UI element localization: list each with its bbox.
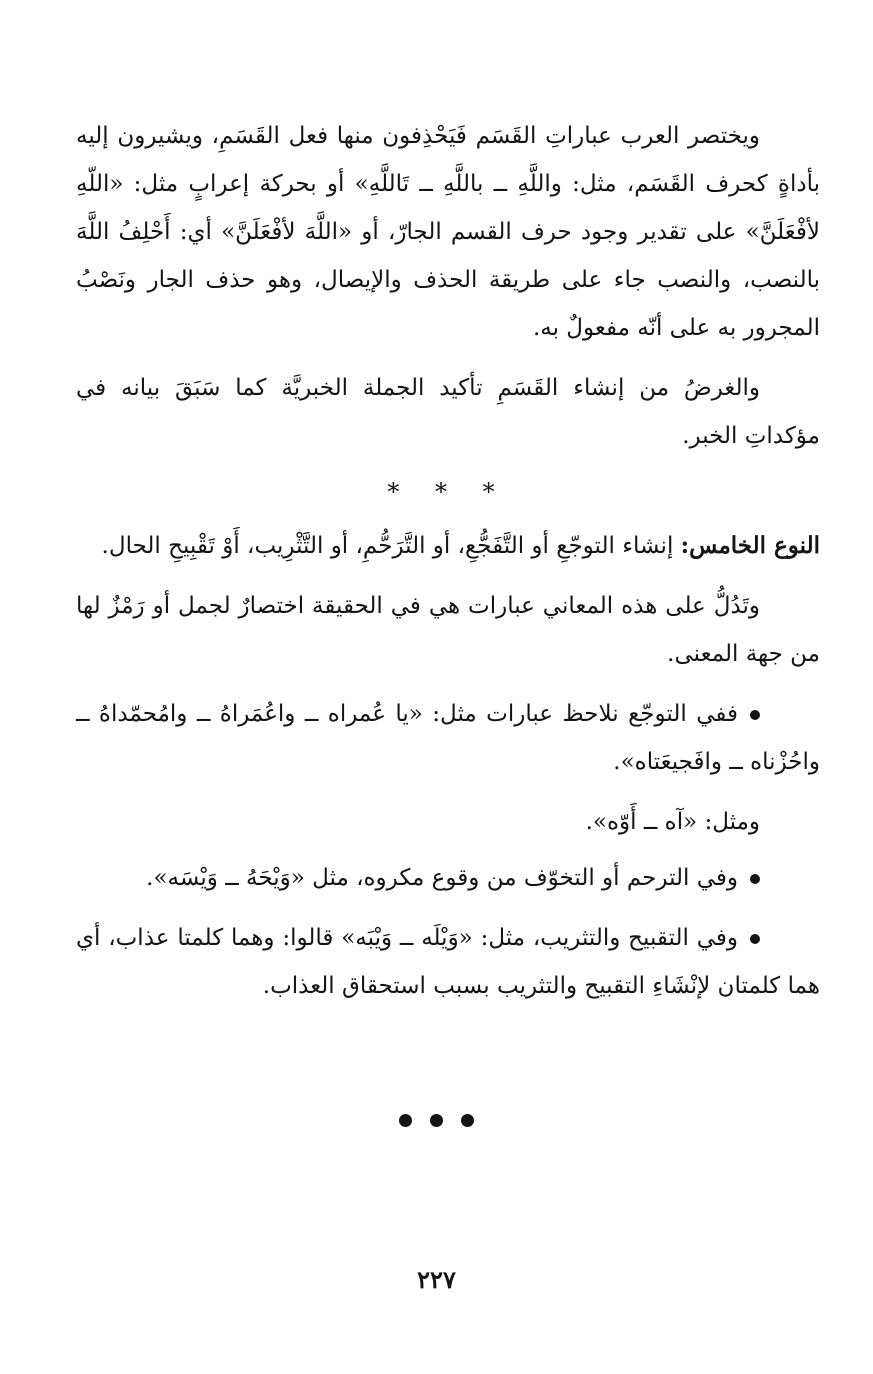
bullet-dot-icon: [750, 934, 760, 944]
section-separator: * * *: [387, 478, 509, 506]
mercy-text: وفي الترحم أو التخوّف من وقوع مكروه، مثل «وَيْحَهُ ــ وَيْسَه».: [146, 865, 738, 891]
paragraph-oath-purpose: والغرضُ من إنشاء القَسَمِ تأكيد الجملة الخبريَّة كما سَبَقَ بيانه في مؤكداتِ الخبر.: [76, 375, 820, 449]
list-item-reproach: [76, 914, 820, 1010]
three-dots-icon: [0, 1112, 873, 1131]
paragraph-fifth-type: [76, 522, 820, 570]
paragraph-example: ومثل: «آه ــ أَوّه».: [585, 809, 760, 835]
paragraph-meanings: وتَدُلُّ على هذه المعاني عبارات هي في الحقيقة اختصارٌ لجمل أو رَمْزٌ لها من جهة المعنى.: [76, 593, 820, 667]
fifth-type-text: إنشاء التوجّعِ أو التَّفَجُّعِ، أو التَّرَحُّمِ، أو التَّثْرِيب، أَوْ تَقْبِيحِ الحال.: [101, 533, 674, 559]
fifth-type-label: النوع الخامس:: [680, 532, 820, 559]
dot-icon: [430, 1114, 443, 1127]
reproach-text: وفي التقبيح والتثريب، مثل: «وَيْلَه ــ وَيْبَه» قالوا: وهما كلمتا عذاب، أي هما كلمتان لإنْشَاءِ التقبيح والتثريب بسبب استحقاق العذاب.: [76, 925, 820, 999]
dot-icon: [399, 1114, 412, 1127]
page-number: ٢٢٧: [417, 1265, 456, 1294]
page-content: [76, 112, 820, 1022]
lament-text: ففي التوجّع نلاحظ عبارات مثل: «يا عُمراه ــ واعُمَراهُ ــ وامُحمّداهُ ــ واحُزْناه ــ وافَجيعَتاه».: [76, 701, 820, 775]
bullet-dot-icon: [750, 874, 760, 884]
paragraph-oath-abbreviation: ويختصر العرب عباراتِ القَسَم فَيَحْذِفون منها فعل القَسَمِ، ويشيرون إليه بأداةٍ كحرف القَسَم، مثل: واللَّهِ ــ باللَّهِ ــ تَاللَّهِ» أو بحركة إعرابٍ مثل: «اللّهِ لأفْعَلَنَّ» على تقدير وجود حرف القسم الجارّ، أو «اللَّهَ لأفْعَلَنَّ» أي: أَحْلِفُ اللَّهَ بالنصب، والنصب جاء على طريقة الحذف والإيصال، وهو حذف الجار ونَصْبُ المجرور به على أنّه مفعولٌ به.: [76, 123, 820, 341]
bullet-dot-icon: [750, 710, 760, 720]
dot-icon: [461, 1114, 474, 1127]
list-item-lament: [76, 690, 820, 786]
list-item-mercy: [76, 854, 820, 902]
